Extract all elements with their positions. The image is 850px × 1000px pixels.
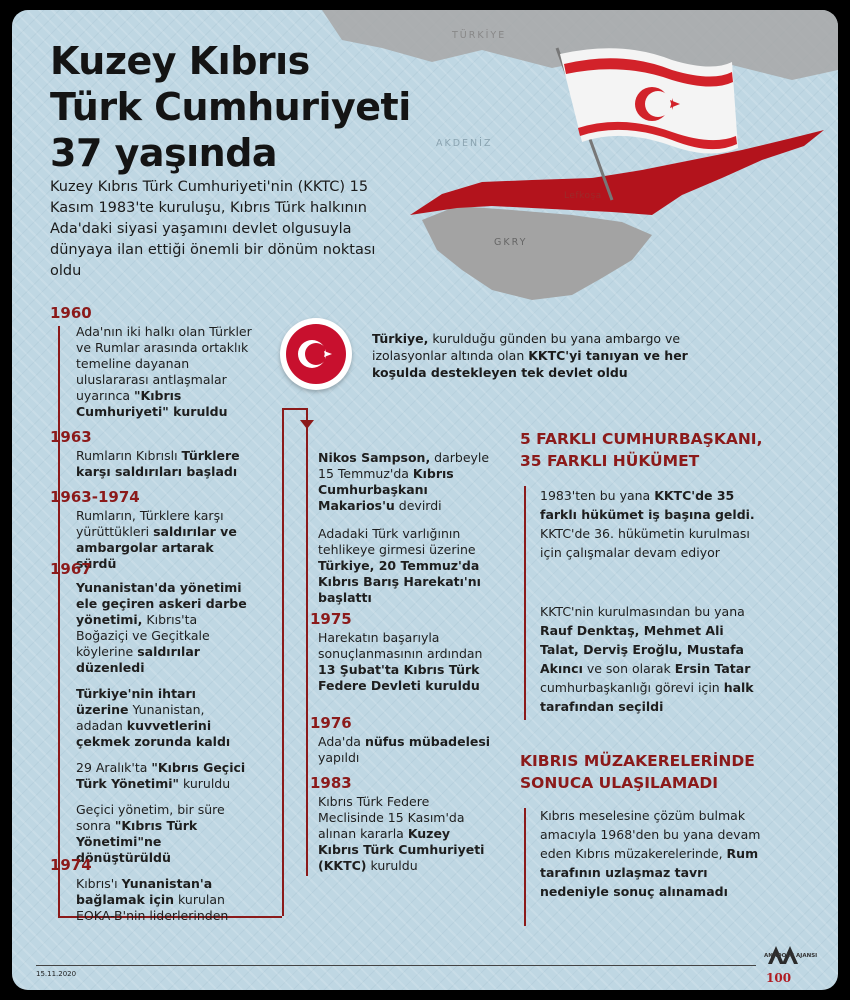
timeline-arrow-icon bbox=[300, 420, 314, 430]
entry-1983: Kıbrıs Türk Federe Meclisinde 15 Kasım'da alınan kararla Kuzey Kıbrıs Türk Cumhuriyeti (KKTC) kuruldu bbox=[318, 794, 485, 873]
year-1983: 1983 bbox=[310, 774, 352, 792]
aa-logo-icon bbox=[760, 938, 816, 986]
paragraph-presidents: KKTC'nin kurulmasından bu yana Rauf Denktaş, Mehmet Ali Talat, Derviş Eroğlu, Mustafa Akıncı ve son olarak Ersin Tatar cumhurbaşkanlığı görevi için halk tarafından seçildi bbox=[540, 604, 754, 714]
paragraph-negotiations: Kıbrıs meselesine çözüm bulmak amacıyla 1968'den bu yana devam eden Kıbrıs müzakerelerinde, Rum tarafının uzlaşmaz tavrı nedeniyle sonuç alınamadı bbox=[540, 808, 761, 899]
agency-name: ANADOLU AJANSI bbox=[764, 953, 818, 959]
year-1960: 1960 bbox=[50, 304, 92, 322]
entry-1976: Ada'da nüfus mübadelesi yapıldı bbox=[318, 734, 491, 765]
entry-1967-administration: Geçici yönetim, bir süre sonra "Kıbrıs Türk Yönetimi"ne dönüştürüldü bbox=[76, 802, 225, 865]
year-1975: 1975 bbox=[310, 610, 352, 628]
title-line-1: Kuzey Kıbrıs bbox=[50, 39, 310, 83]
entry-1974-sampson: Nikos Sampson, darbeyle 15 Temmuz'da Kıbrıs Cumhurbaşkanı Makarios'u devirdi bbox=[318, 450, 490, 513]
timeline-line-left bbox=[58, 326, 60, 916]
entry-1967-provisional: 29 Aralık'ta "Kıbrıs Geçici Türk Yönetimi" kuruldu bbox=[76, 760, 246, 791]
year-1976: 1976 bbox=[310, 714, 352, 732]
map-label-lefkosa: Lefkoşa bbox=[564, 191, 602, 201]
right-section-line-2 bbox=[524, 808, 526, 926]
intro-paragraph: Kuzey Kıbrıs Türk Cumhuriyeti'nin (KKTC) 15 Kasım 1983'te kuruluşu, Kıbrıs Türk halkının Ada'daki siyasi yaşamını devlet olgusuyla dünyaya ilan ettiği önemli bir dönüm noktası oldu bbox=[50, 179, 376, 279]
timeline-connector-mid bbox=[282, 408, 284, 916]
entry-1975: Harekatın başarıyla sonuçlanmasının ardından 13 Şubat'ta Kıbrıs Türk Federe Devleti kuruldu bbox=[318, 630, 483, 693]
infographic-page bbox=[12, 10, 838, 990]
entry-1963-1974: Rumların, Türklere karşı yürüttükleri saldırılar ve ambargolar artarak sürdü bbox=[76, 508, 237, 571]
year-1963: 1963 bbox=[50, 428, 92, 446]
page-title bbox=[50, 38, 411, 176]
gkry-landmass bbox=[422, 206, 652, 300]
entry-1974-eoka: Kıbrıs'ı Yunanistan'a bağlamak için kurulan EOKA-B'nin liderlerinden bbox=[76, 876, 229, 923]
svg-text:100: 100 bbox=[766, 971, 792, 985]
heading-presidents-governments: 5 FARKLI CUMHURBAŞKANI, 35 FARKLI HÜKÜMET bbox=[520, 430, 763, 470]
map-label-turkiye: TÜRKİYE bbox=[452, 30, 507, 41]
title-line-2: Türk Cumhuriyeti bbox=[50, 85, 411, 129]
timeline-line-mid bbox=[306, 408, 308, 876]
right-section-line-1 bbox=[524, 486, 526, 720]
year-1963-1974: 1963-1974 bbox=[50, 488, 140, 506]
timeline-connector-top bbox=[282, 408, 306, 410]
map-label-akdeniz: AKDENİZ bbox=[436, 138, 493, 149]
entry-1967-warning: Türkiye'nin ihtarı üzerine Yunanistan, adadan kuvvetlerini çekmek zorunda kaldı bbox=[76, 686, 231, 749]
title-line-3: 37 yaşında bbox=[50, 131, 278, 175]
turkey-recognition-note: Türkiye, kurulduğu günden bu yana ambargo ve izolasyonlar altında olan KKTC'yi tanıyan ve her koşulda destekleyen tek devlet oldu bbox=[372, 331, 688, 380]
footer-divider bbox=[36, 965, 756, 966]
publish-date: 15.11.2020 bbox=[36, 970, 77, 978]
heading-negotiations: KIBRIS MÜZAKERELERİNDE SONUCA ULAŞILAMADI bbox=[520, 752, 755, 792]
entry-1960: Ada'nın iki halkı olan Türkler ve Rumlar arasında ortaklık temeline dayanan uluslararası antlaşmalar uyarınca "Kıbrıs Cumhuriyeti" kuruldu bbox=[76, 324, 252, 419]
map-label-gkry: GKRY bbox=[494, 237, 528, 248]
year-1967: 1967 bbox=[50, 560, 92, 578]
entry-1974-peace-operation: Adadaki Türk varlığının tehlikeye girmesi üzerine Türkiye, 20 Temmuz'da Kıbrıs Barış Harekatı'nı başlattı bbox=[318, 526, 481, 605]
paragraph-governments: 1983'ten bu yana KKTC'de 35 farklı hükümet iş başına geldi. KKTC'de 36. hükümetin kurulması için çalışmalar devam ediyor bbox=[540, 488, 755, 560]
entry-1967-coup: Yunanistan'da yönetimi ele geçiren askeri darbe yönetimi, Kıbrıs'ta Boğaziçi ve Geçitkale köylerine saldırılar düzenledi bbox=[76, 580, 247, 675]
year-1974: 1974 bbox=[50, 856, 92, 874]
turkey-flag-badge bbox=[280, 318, 352, 390]
entry-1963: Rumların Kıbrıslı Türklere karşı saldırıları başladı bbox=[76, 448, 240, 479]
turkey-flag-icon bbox=[280, 318, 352, 390]
